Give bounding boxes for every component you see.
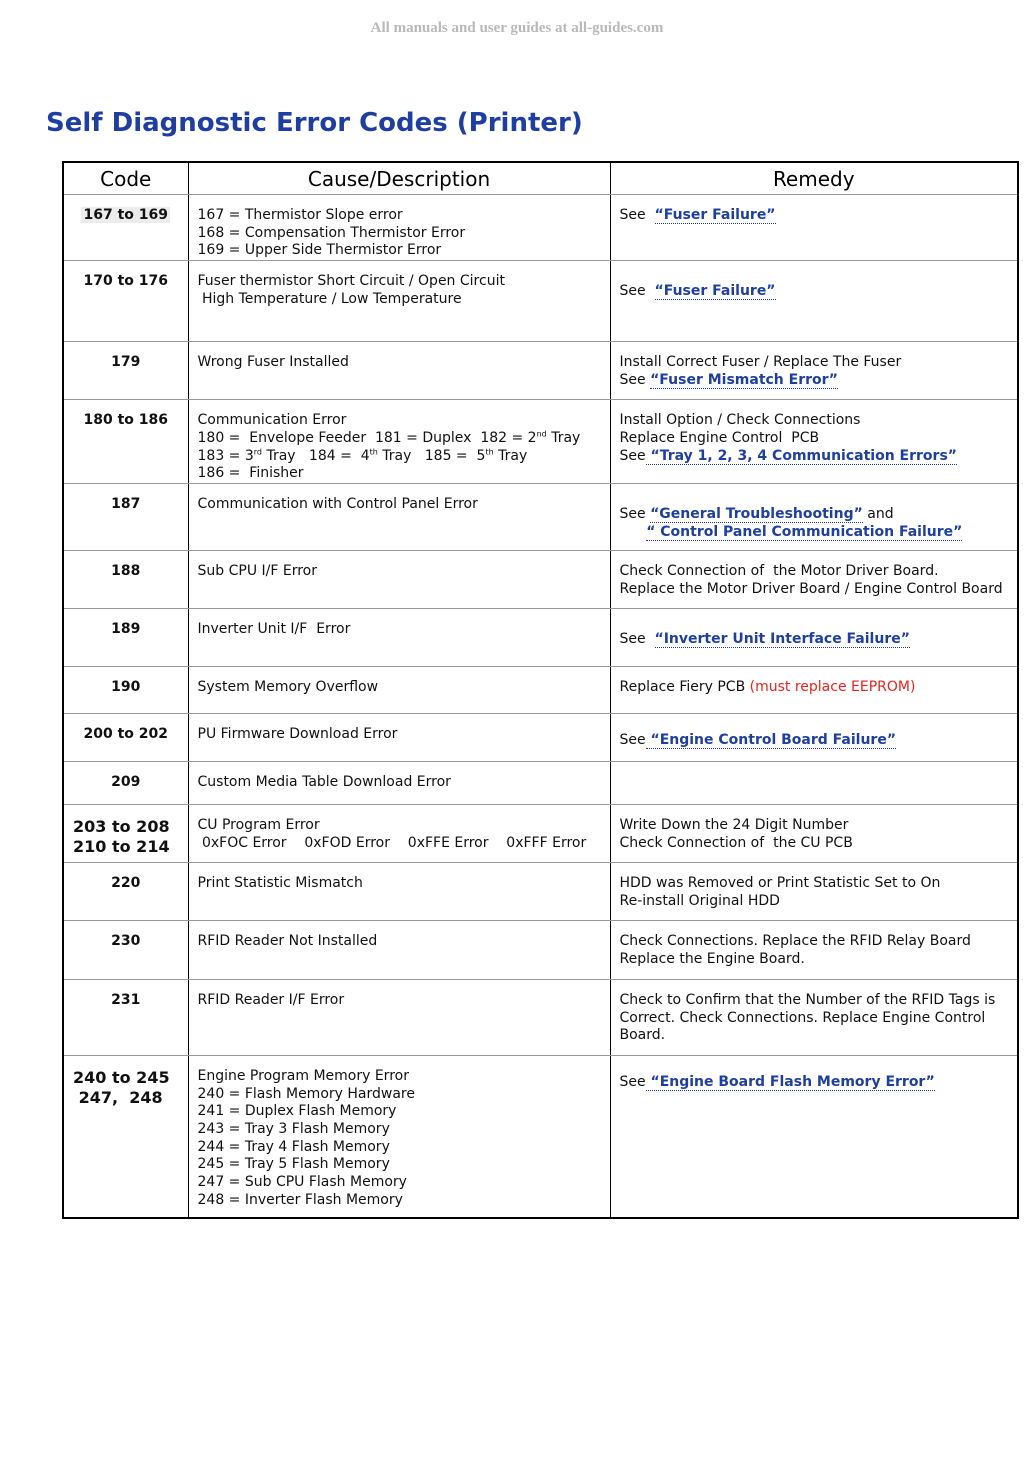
cause-cell [188,342,610,400]
remedy-text: See [619,630,655,647]
cause-line: 240 = Flash Memory Hardware [197,1085,415,1102]
error-codes-table [62,161,1019,1219]
table-row [63,483,1018,550]
general-troubleshooting-link[interactable]: “General Troubleshooting” [650,505,863,522]
cause-line: 180 = Envelope Feeder 181 = Duplex 182 = 2nd Tray [197,429,581,446]
cause-line: Fuser thermistor Short Circuit / Open Circuit [197,273,505,290]
cause-line: High Temperature / Low Temperature [197,290,462,307]
cause-cell [188,920,610,979]
remedy-line: Install Correct Fuser / Replace The Fuser [619,354,902,371]
remedy-cell [610,804,1018,862]
warning-text: (must replace EEPROM) [749,678,916,695]
error-code [63,195,188,261]
cause-line: Communication with Control Panel Error [197,495,478,512]
table-row [63,342,1018,400]
error-code-line: 247, 248 [73,1087,163,1107]
remedy-cell [610,862,1018,920]
cause-line: 183 = 3rd Tray 184 = 4th Tray 185 = 5th Tray [197,446,528,464]
cause-line: System Memory Overflow [197,678,379,695]
header-code: Code [63,162,188,195]
remedy-cell [610,979,1018,1055]
error-code: 180 to 186 [63,400,188,484]
remedy-line: Install Option / Check Connections [619,412,861,429]
cause-line: Wrong Fuser Installed [197,354,349,371]
fuser-mismatch-error-link[interactable]: “Fuser Mismatch Error” [650,371,839,388]
table-row [63,608,1018,666]
watermark: All manuals and user guides at all-guides.com [370,20,664,36]
table-row [63,979,1018,1055]
table-row [63,195,1018,261]
remedy-text: Replace Fiery PCB [619,678,750,695]
cause-cell [188,261,610,342]
table-row [63,862,1018,920]
tray-communication-errors-link[interactable]: “Tray 1, 2, 3, 4 Communication Errors” [645,447,957,464]
cause-line: Custom Media Table Download Error [197,773,451,790]
remedy-cell [610,400,1018,484]
remedy-text: See [619,447,646,464]
remedy-cell [610,666,1018,713]
cause-cell [188,1055,610,1218]
table-row [63,666,1018,713]
error-code [63,1055,188,1218]
error-code-text: 167 to 169 [83,207,168,223]
remedy-text: See [619,731,646,748]
error-code: 220 [63,862,188,920]
remedy-line: Check to Confirm that the Number of the RFID Tags is [619,991,996,1008]
error-code: 190 [63,666,188,713]
cause-cell [188,550,610,608]
inverter-unit-interface-failure-link[interactable]: “Inverter Unit Interface Failure” [654,630,910,647]
remedy-line: Board. [619,1027,666,1044]
remedy-cell [610,550,1018,608]
cause-cell [188,979,610,1055]
error-code-line: 203 to 208 [73,816,170,836]
error-code: 188 [63,550,188,608]
engine-control-board-failure-link[interactable]: “Engine Control Board Failure” [645,731,897,748]
error-code: 209 [63,761,188,804]
remedy-cell [610,483,1018,550]
cause-line: RFID Reader I/F Error [197,991,345,1008]
remedy-line: Check Connection of the CU PCB [619,834,853,851]
remedy-text: and [862,505,894,522]
remedy-cell [610,1055,1018,1218]
cause-line: Communication Error [197,412,347,429]
remedy-line: Write Down the 24 Digit Number [619,816,849,833]
error-code: 230 [63,920,188,979]
cause-line: 186 = Finisher [197,465,304,482]
page-title: Self Diagnostic Error Codes (Printer) [46,108,583,138]
cause-line: 243 = Tray 3 Flash Memory [197,1121,390,1138]
remedy-line: Re-install Original HDD [619,892,780,909]
remedy-text: See [619,1073,646,1090]
cause-line: 167 = Thermistor Slope error [197,207,403,223]
table-row [63,1055,1018,1218]
table-row [63,761,1018,804]
cause-cell [188,804,610,862]
remedy-line: Replace Engine Control PCB [619,429,820,446]
header-cause: Cause/Description [188,162,610,195]
indent [620,524,647,540]
remedy-cell [610,608,1018,666]
cause-cell [188,400,610,484]
error-code-line: 240 to 245 [73,1067,170,1087]
error-code [63,804,188,862]
remedy-line: Replace the Motor Driver Board / Engine Control Board [619,580,1003,597]
remedy-cell [610,713,1018,761]
remedy-line: Replace the Engine Board. [619,950,805,967]
table-row [63,550,1018,608]
error-code: 179 [63,342,188,400]
error-code-line: 210 to 214 [73,836,170,856]
cause-line: PU Firmware Download Error [197,725,398,742]
remedy-line: HDD was Removed or Print Statistic Set to On [619,874,941,891]
cause-line: Sub CPU I/F Error [197,562,317,579]
cause-line: 241 = Duplex Flash Memory [197,1103,397,1120]
cause-line: Engine Program Memory Error [197,1067,409,1084]
remedy-cell [610,342,1018,400]
remedy-line: Check Connection of the Motor Driver Board. [619,562,939,579]
engine-board-flash-memory-error-link[interactable]: “Engine Board Flash Memory Error” [645,1073,935,1090]
table-row [63,400,1018,484]
remedy-text: See [619,207,655,223]
remedy-text: See [619,505,651,522]
error-code: 231 [63,979,188,1055]
cause-line: RFID Reader Not Installed [197,932,378,949]
cause-line: 168 = Compensation Thermistor Error [197,224,466,241]
remedy-cell [610,920,1018,979]
remedy-text: See [619,283,655,300]
cause-line: 169 = Upper Side Thermistor Error [197,242,442,259]
remedy-cell [610,261,1018,342]
remedy-cell [610,195,1018,261]
error-code: 187 [63,483,188,550]
cause-line: Inverter Unit I/F Error [197,620,351,637]
cause-line: 248 = Inverter Flash Memory [197,1191,403,1208]
remedy-text: See [619,371,651,388]
error-code: 170 to 176 [63,261,188,342]
cause-cell [188,761,610,804]
table-row [63,713,1018,761]
fuser-failure-link[interactable]: “Fuser Failure” [654,207,776,223]
cause-line: Print Statistic Mismatch [197,874,363,891]
cause-line: 247 = Sub CPU Flash Memory [197,1174,407,1191]
error-code: 189 [63,608,188,666]
fuser-failure-link[interactable]: “Fuser Failure” [654,283,776,300]
cause-cell [188,666,610,713]
cause-cell [188,608,610,666]
cause-cell [188,195,610,261]
cause-line: 245 = Tray 5 Flash Memory [197,1156,390,1173]
table-row [63,920,1018,979]
remedy-cell [610,761,1018,804]
table-header-row [63,162,1018,195]
remedy-line: Correct. Check Connections. Replace Engine Control [619,1009,986,1026]
header-remedy: Remedy [610,162,1018,195]
remedy-line: Check Connections. Replace the RFID Relay Board [619,932,971,949]
control-panel-communication-failure-link[interactable]: “ Control Panel Communication Failure” [646,523,963,540]
cause-line: 0xFOC Error 0xFOD Error 0xFFE Error 0xFFF Error [197,834,587,851]
cause-cell [188,862,610,920]
table-row [63,804,1018,862]
table-row [63,261,1018,342]
cause-line: CU Program Error [197,816,320,833]
cause-line: 244 = Tray 4 Flash Memory [197,1138,390,1155]
cause-cell [188,713,610,761]
cause-cell [188,483,610,550]
error-code: 200 to 202 [63,713,188,761]
